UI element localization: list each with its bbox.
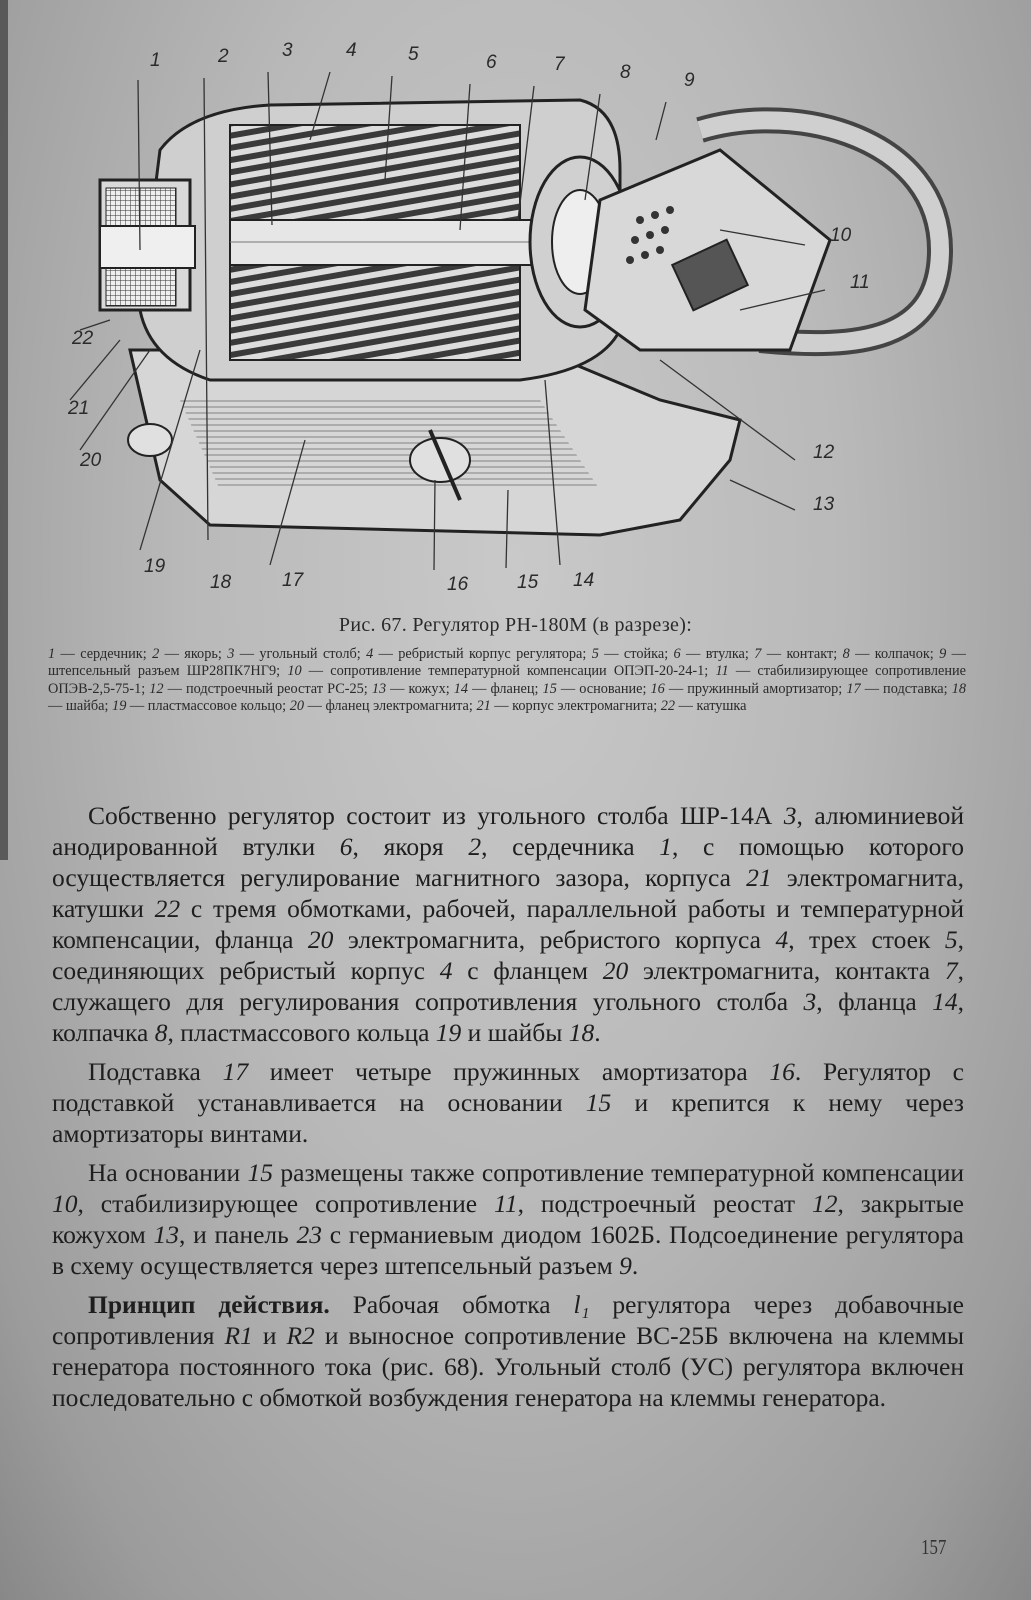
part-reference: 3 — [803, 987, 817, 1016]
part-reference: 10 — [52, 1189, 78, 1218]
part-reference: R2 — [286, 1321, 315, 1350]
legend-number: 13 — [371, 680, 387, 697]
legend-number: 4 — [366, 646, 374, 662]
legend-text: — фланец; — [468, 680, 543, 697]
callout-14: 14 — [573, 570, 595, 591]
legend-text: — фланец электромагнита; — [304, 698, 477, 715]
callout-12: 12 — [813, 442, 835, 463]
legend-number: 11 — [715, 663, 729, 680]
legend-text: — контакт; — [761, 646, 843, 662]
legend-text: — якорь; — [159, 646, 228, 662]
callout-3: 3 — [282, 40, 293, 61]
legend-text: — сопротивление температурной компенсации ОПЭП-20-24-1; — [301, 663, 716, 680]
legend-number: 16 — [650, 680, 665, 697]
callout-21: 21 — [68, 398, 90, 419]
callout-9: 9 — [684, 70, 695, 91]
callout-6: 6 — [486, 52, 497, 73]
regulator-drawing — [40, 20, 980, 600]
callout-8: 8 — [620, 62, 631, 83]
callout-16: 16 — [447, 574, 469, 595]
page-number: 157 — [921, 1535, 947, 1559]
part-reference: 4 — [439, 956, 453, 985]
figure-caption: Рис. 67. Регулятор РН-180М (в разрезе): — [338, 614, 693, 636]
legend-text: — сердечник; — [55, 646, 153, 662]
text-run: , служащего для регулирования сопротивления угольного столба — [52, 956, 964, 1016]
legend-number: 14 — [453, 680, 469, 697]
text-run: с фланцем — [452, 956, 603, 985]
legend-number: 21 — [476, 698, 491, 715]
legend-number: 2 — [152, 646, 160, 662]
legend-number: 12 — [149, 680, 164, 697]
text-run: и выносное сопротивление ВС-25Б включена на клеммы генератора постоянного тока (рис. 68). Угольный столб (УС) регулятора включен последовательно с обмоткой возбуждения генератора на клеммы генератора. — [52, 1321, 964, 1412]
legend-number: 3 — [227, 646, 235, 662]
callout-17: 17 — [282, 570, 304, 591]
legend-text: — штепсельный разъем ШР28ПК7НГ9; — [48, 646, 966, 680]
legend-number: 18 — [951, 680, 966, 697]
paragraph-base — [52, 1157, 964, 1281]
text-run: , якоря — [352, 832, 469, 861]
legend-number: 5 — [591, 646, 599, 662]
text-run: Рабочая обмотка — [329, 1290, 574, 1319]
legend-text: — колпачок; — [849, 646, 940, 662]
text-run: с германиевым диодом 1602Б. Подсоединение регулятора в схему осуществляется через штепсельный разъем — [52, 1220, 964, 1280]
part-reference: 7 — [944, 956, 958, 985]
legend-text: — втулка; — [680, 646, 755, 662]
part-reference: 23 — [296, 1220, 323, 1249]
text-run: , с помощью которого осуществляется регулирование магнитного зазора, корпуса — [52, 832, 964, 892]
text-run: , соединяющих ребристый корпус — [52, 925, 964, 985]
part-reference: 15 — [247, 1158, 274, 1187]
legend-number: 17 — [846, 680, 861, 697]
part-reference: 13 — [153, 1220, 179, 1249]
legend-number: 22 — [660, 698, 676, 715]
part-reference: l₁ — [573, 1290, 590, 1319]
callout-11: 11 — [850, 272, 870, 293]
legend-number: 7 — [754, 646, 762, 662]
part-reference: 18 — [568, 1018, 595, 1047]
part-reference: 9 — [619, 1251, 632, 1280]
legend-number: 1 — [48, 646, 56, 662]
callout-2: 2 — [218, 46, 229, 67]
text-run: . — [594, 1018, 601, 1047]
legend-text: — катушка — [675, 698, 747, 715]
text-run: имеет четыре пружинных амортизатора — [248, 1057, 770, 1086]
callout-1: 1 — [150, 50, 161, 71]
text-run: . Регулятор с подставкой устанавливается на основании — [52, 1057, 965, 1117]
legend-number: 6 — [673, 646, 681, 662]
part-reference: 15 — [585, 1088, 612, 1117]
text-run: , колпачка — [52, 987, 965, 1047]
legend-text: — основание; — [556, 680, 651, 697]
text-run: , и панель — [179, 1220, 297, 1249]
text-run: , подстроечный реостат — [517, 1189, 812, 1218]
paragraph-principle — [52, 1289, 964, 1413]
legend-text: — ребристый корпус регулятора; — [373, 646, 592, 662]
part-reference: R1 — [224, 1321, 253, 1350]
text-run: , закрытые кожухом — [52, 1189, 964, 1249]
callout-5: 5 — [408, 44, 419, 65]
legend-number: 15 — [542, 680, 557, 697]
part-reference: 11 — [493, 1189, 518, 1218]
callout-18: 18 — [210, 572, 232, 593]
part-reference: 20 — [307, 925, 334, 954]
legend-number: 9 — [939, 646, 947, 662]
part-reference: 1 — [659, 832, 672, 861]
part-reference: 2 — [468, 832, 482, 861]
callout-15: 15 — [517, 572, 539, 593]
legend-text: — пластмассовое кольцо; — [126, 698, 290, 715]
text-run: Собственно регулятор состоит из угольного столба ШР-14А — [88, 801, 784, 830]
text-run: . — [631, 1251, 639, 1280]
legend-text: — корпус электромагнита; — [490, 698, 661, 715]
paragraph-stand — [52, 1056, 964, 1149]
part-reference: 3 — [783, 801, 797, 830]
legend-number: 20 — [289, 698, 305, 715]
callout-22: 22 — [72, 328, 94, 349]
part-reference: 5 — [944, 925, 958, 954]
part-reference: 6 — [339, 832, 353, 861]
page-edge-shadow — [0, 0, 8, 860]
legend-text: — кожух; — [386, 680, 454, 697]
legend-text: — подставка; — [860, 680, 952, 697]
callout-7: 7 — [554, 54, 565, 75]
part-reference: 21 — [746, 863, 772, 892]
part-reference: 4 — [775, 925, 789, 954]
text-run: , сердечника — [481, 832, 660, 861]
callout-10: 10 — [830, 225, 852, 246]
legend-number: 8 — [842, 646, 850, 662]
text-run: электромагнита, контакта — [628, 956, 945, 985]
callout-4: 4 — [346, 40, 357, 61]
text-run: и крепится к нему через амортизаторы винтами. — [52, 1088, 965, 1148]
text-run: , трех стоек — [788, 925, 945, 954]
figure-legend — [48, 646, 966, 716]
legend-text: — шайба; — [48, 698, 113, 715]
text-run: электромагнита, ребристого корпуса — [333, 925, 776, 954]
text-run: Подставка — [88, 1057, 223, 1086]
section-heading: Принцип действия. — [88, 1290, 330, 1319]
callout-20: 20 — [80, 450, 102, 471]
text-run: , фланца — [816, 987, 933, 1016]
part-reference: 8 — [154, 1018, 168, 1047]
text-run: , пластмассового кольца — [167, 1018, 436, 1047]
text-run: размещены также сопротивление температурной компенсации — [273, 1158, 964, 1187]
legend-text: — пружинный амортизатор; — [664, 680, 847, 697]
body-text — [52, 800, 964, 1421]
paragraph-composition — [52, 800, 964, 1048]
text-run: На основании — [88, 1158, 248, 1187]
callout-19: 19 — [144, 556, 166, 577]
part-reference: 12 — [811, 1189, 838, 1218]
legend-number: 19 — [112, 698, 127, 715]
text-run: и шайбы — [461, 1018, 569, 1047]
legend-text: — стабилизирующее сопротивление ОПЭВ-2,5-75-1; — [48, 663, 966, 697]
text-run: , стабилизирующее сопротивление — [77, 1189, 494, 1218]
part-reference: 14 — [932, 987, 958, 1016]
text-run: , алюминиевой анодированной втулки — [52, 801, 964, 861]
text-run: регулятора через добавочные сопротивления — [52, 1290, 964, 1350]
part-reference: 17 — [222, 1057, 249, 1086]
text-run: с тремя обмотками, рабочей, параллельной работы и температурной компенсации, фланца — [52, 894, 965, 954]
legend-number: 10 — [287, 663, 302, 680]
text-run: и — [252, 1321, 287, 1350]
part-reference: 16 — [769, 1057, 795, 1086]
regulator-cutaway-illustration — [40, 20, 980, 600]
part-reference: 19 — [435, 1018, 462, 1047]
part-reference: 22 — [154, 894, 181, 923]
callout-13: 13 — [813, 494, 835, 515]
part-reference: 20 — [602, 956, 629, 985]
legend-text: — угольный столб; — [234, 646, 367, 662]
text-run: электромагнита, катушки — [52, 863, 964, 923]
legend-text: — подстроечный реостат РС-25; — [163, 680, 372, 697]
legend-text: — стойка; — [598, 646, 674, 662]
